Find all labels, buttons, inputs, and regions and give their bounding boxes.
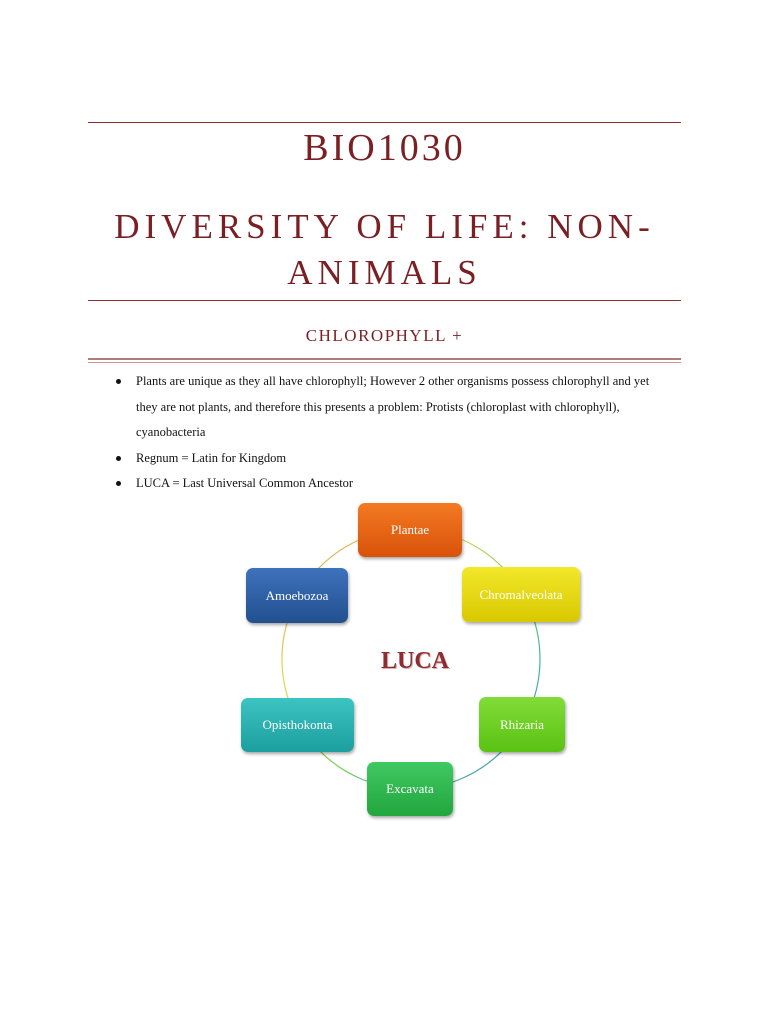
section-rule-thin [88,362,681,363]
node-label: Excavata [386,781,434,796]
node-label: Amoebozoa [265,587,329,603]
section-rule [88,358,681,360]
node-amoebozoa [246,568,348,623]
bullet-text: Plants are unique as they all have chlorophyll; However 2 other organisms possess chlorophyll and yet they are not plants, and therefore this presents a problem: Protists (chloroplast with chlorophyll), cyanobacteria [136,374,650,439]
bullet-list [116,369,656,497]
node-label: Plantae [390,522,430,537]
node-rhizaria [479,697,565,752]
node-label: Chromalveolata [479,586,563,602]
section-heading: CHLOROPHYLL + [305,326,464,345]
center-label-luca: LUCA [380,648,449,674]
course-code: BIO1030 [303,127,466,169]
node-plantae [358,503,462,557]
bullet-item [116,446,656,472]
bullet-dot-icon [116,481,121,486]
top-rule [88,122,681,123]
node-label: Rhizaria [499,716,545,732]
node-chromalveolata [462,567,580,622]
bullet-dot-icon [116,456,121,461]
node-label: Opisthokonta [262,717,333,732]
node-excavata [367,762,453,816]
bullet-item [116,369,656,446]
bullet-text: Regnum = Latin for Kingdom [136,450,287,465]
title-rule [88,300,681,301]
bullet-item [116,471,656,497]
node-opisthokonta [241,698,354,752]
page-title: DIVERSITY OF LIFE: NON-ANIMALS [114,207,655,292]
bullet-dot-icon [116,379,121,384]
bullet-text: LUCA = Last Universal Common Ancestor [136,476,354,490]
